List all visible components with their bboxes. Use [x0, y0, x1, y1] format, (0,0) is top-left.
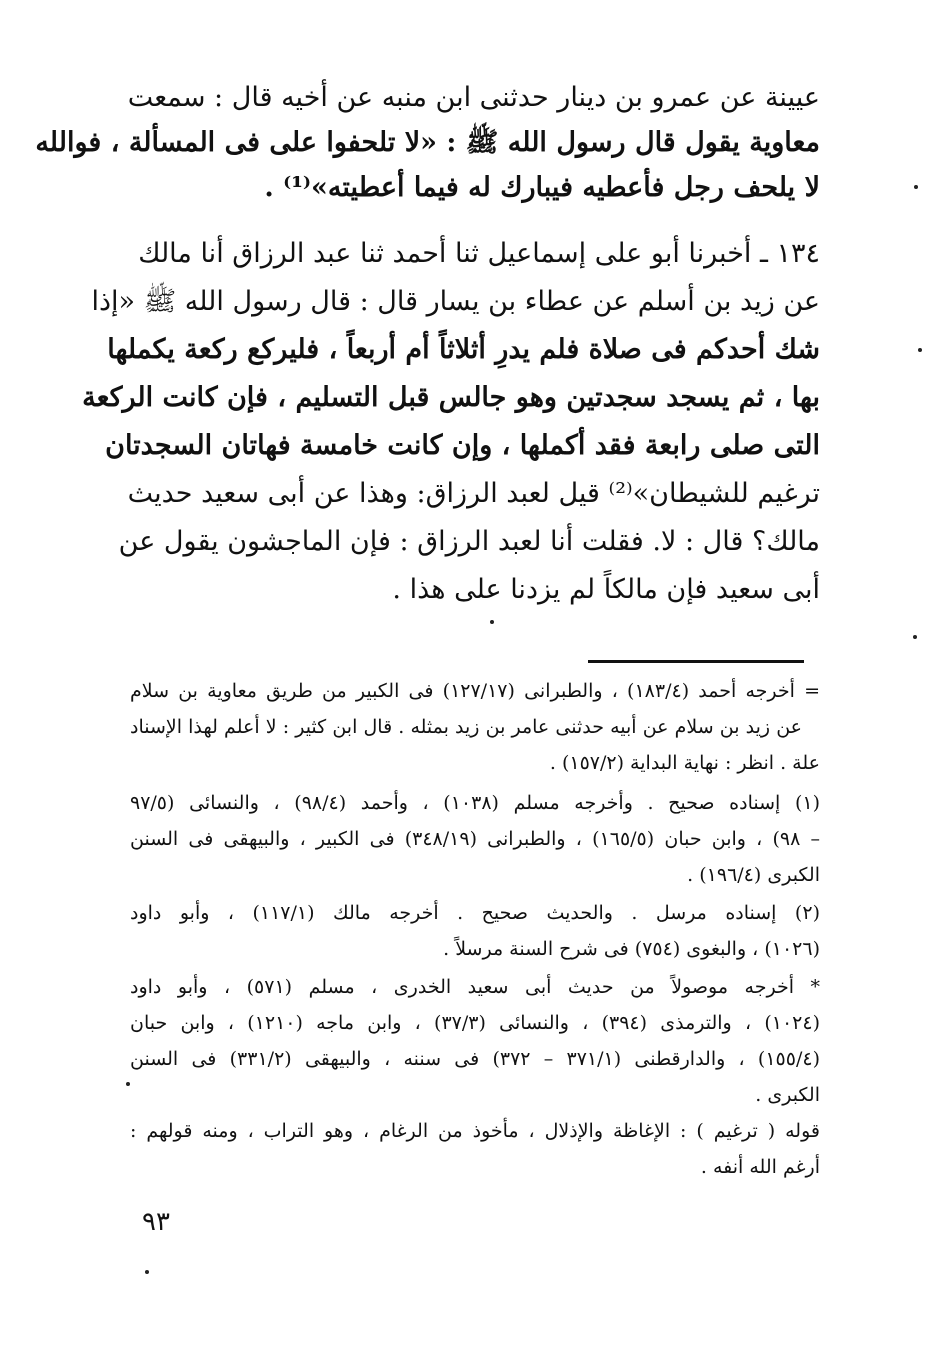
- footnote-line: = أخرجه أحمد (١٨٣/٤) ، والطبرانى (١٢٧/١٧) فى الكبير من طريق معاوية بن سلام: [130, 680, 821, 702]
- text-line: أبى سعيد فإن مالكاً لم يزدنا على هذا .: [392, 574, 820, 605]
- scan-speck: [126, 1082, 130, 1086]
- footnote-line: (١٠٢٤) ، والترمذى (٣٩٤) ، والنسائى (٣٧/٣) ، وابن ماجه (١٢١٠) ، وابن حبان: [130, 1012, 820, 1034]
- footnote-line: علة . انظر : نهاية البداية (١٥٧/٢) .: [549, 752, 820, 774]
- footnote-line: * أخرجه موصولاً من حديث أبى سعيد الخدرى ، مسلم (٥٧١) ، وأبو داود: [130, 976, 820, 998]
- footnote-line: أرغم الله أنفه .: [700, 1156, 820, 1178]
- footnotes: [130, 676, 820, 1196]
- footnote-line: (٢) إسناده مرسل . والحديث صحيح . أخرجه مالك (١١٧/١) ، وأبو داود: [130, 902, 820, 924]
- paragraph-continuation: [35, 80, 820, 210]
- footnote-line: عن زيد بن سلام عن أبيه حدثنى عامر بن زيد بمثله . قال ابن كثير : لا أعلم لهذا الإسناد: [130, 716, 802, 738]
- scan-speck: [918, 348, 922, 352]
- text-line: بها ، ثم يسجد سجدتين وهو جالس قبل التسليم ، فإن كانت الركعة: [82, 382, 820, 413]
- page-number: ٩٣: [142, 1207, 170, 1237]
- scan-speck: [490, 620, 494, 624]
- scan-speck: [145, 1270, 149, 1274]
- scan-speck: [913, 635, 917, 639]
- text-line: عيينة عن عمرو بن دينار حدثنى ابن منبه عن أخيه قال : سمعت: [127, 82, 820, 113]
- text-line: معاوية يقول قال رسول الله ﷺ : «لا تلحفوا على فى المسألة ، فوالله: [35, 127, 820, 158]
- text-line: ١٣٤ ـ أخبرنا أبو على إسماعيل ثنا أحمد ثنا عبد الرزاق أنا مالك: [138, 238, 820, 269]
- text-line: التى صلى رابعة فقد أكملها ، وإن كانت خامسة فهاتان السجدتان: [105, 430, 820, 461]
- text-line: ترغيم للشيطان»⁽²⁾ قيل لعبد الرزاق: وهذا عن أبى سعيد حديث: [127, 478, 820, 509]
- text-line: مالك؟ قال : لا. فقلت أنا لعبد الرزاق : فإن الماجشون يقول عن: [118, 526, 820, 557]
- footnote-rule: [588, 660, 804, 663]
- hadith-134: [82, 236, 820, 616]
- footnote-line: (١) إسناده صحيح . وأخرجه مسلم (١٠٣٨) ، وأحمد (٩٨/٤) ، والنسائى (٩٧/٥: [130, 792, 820, 814]
- footnote-line: (١٠٢٦) ، والبغوى (٧٥٤) فى شرح السنة مرسلاً .: [443, 938, 820, 960]
- text-line: شك أحدكم فى صلاة فلم يدرِ أثلاثاً أم أربعاً ، فليركع ركعة يكملها: [107, 334, 820, 365]
- scan-speck: [914, 185, 918, 189]
- footnote-line: الكبرى (١٩٦/٤) .: [687, 864, 820, 886]
- footnote-line: قوله ( ترغيم ) : الإغاظة والإذلال ، مأخوذ من الرغام ، وهو التراب ، ومنه قولهم :: [130, 1120, 820, 1142]
- footnote-line: الكبرى .: [755, 1084, 820, 1106]
- footnote-line: (١٥٥/٤) ، والدارقطنى (٣٧١/١ – ٣٧٢) فى سننه ، والبيهقى (٣٣١/٢) فى السنن: [130, 1048, 820, 1070]
- footnote-line: – ٩٨) ، وابن حبان (١٦٥/٥) ، والطبرانى (٣٤٨/١٩) فى الكبير ، والبيهقى فى السنن: [130, 828, 820, 850]
- text-line: لا يلحف رجل فأعطيه فيبارك له فيما أعطيته»⁽¹⁾ .: [264, 172, 820, 203]
- text-line: عن زيد بن أسلم عن عطاء بن يسار قال : قال رسول الله ﷺ «إذا: [91, 286, 820, 317]
